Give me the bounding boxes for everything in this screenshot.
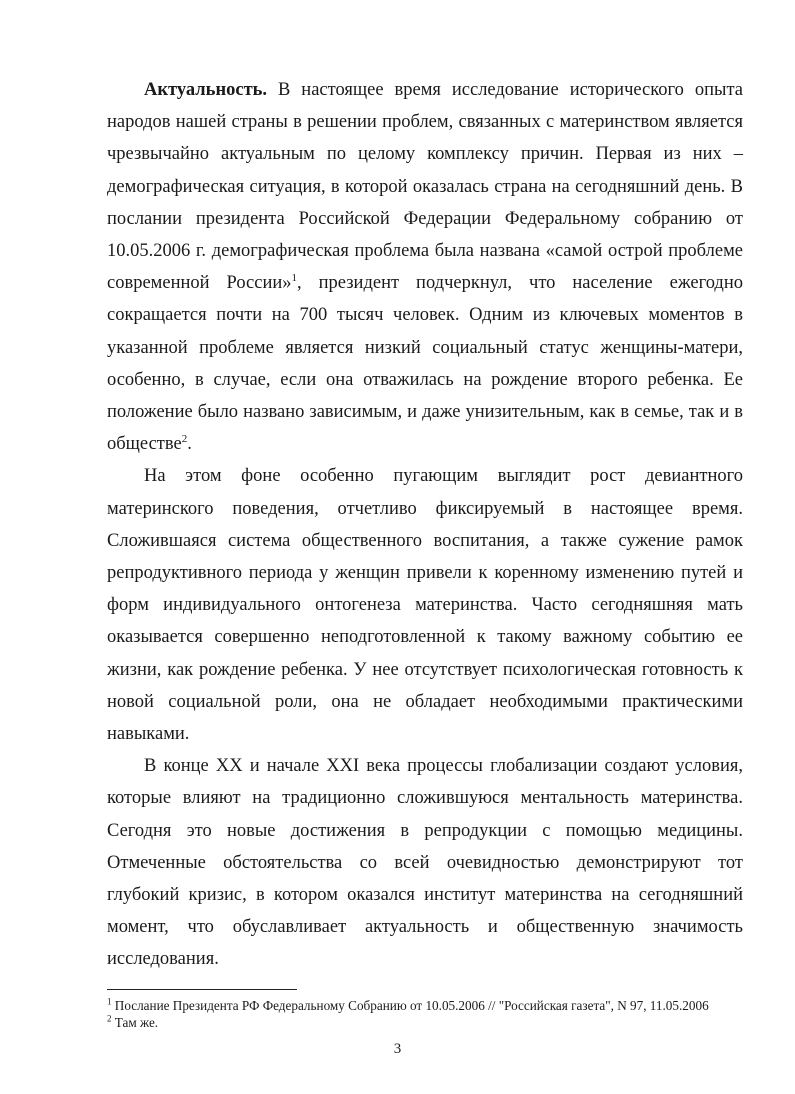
- paragraph-deviant-behavior: На этом фоне особенно пугающим выглядит рост девиантного материнского поведения, отчетливо фиксируемый в настоящее время. Сложившаяся система общественного воспитания, а также сужение рамок репродуктивного периода у женщин привели к коренному изменению путей и форм индивидуального онтогенеза материнства. Часто сегодняшняя мать оказывается совершенно неподготовленной к такому важному событию ее жизни, как рождение ребенка. У нее отсутствует психологическая готовность к новой социальной роли, она не обладает необходимыми практическими навыками.: [107, 466, 743, 745]
- paragraph-globalization: В конце XX и начале XXI века процессы глобализации создают условия, которые влияют на традиционно сложившуюся ментальность материнства. Сегодня это новые достижения в репродукции с помощью медицины. Отмеченные обстоятельства со всей очевидностью демонстрируют тот глубокий кризис, в котором оказался институт материнства на сегодняшний момент, что обуславливает актуальность и общественную значимость исследования.: [107, 756, 743, 970]
- paragraph-text: В настоящее время исследование исторического опыта народов нашей страны в решении проблем, связанных с материнством является чрезвычайно актуальным по целому комплексу причин. Первая из них – демографическая ситуация, в которой оказалась страна на сегодняшний день. В послании президента Российской Федерации Федеральному собранию от 10.05.2006 г. демографическая проблема была названа «самой острой проблеме современной России»: [107, 80, 743, 294]
- footnote-mark: 1: [107, 996, 112, 1007]
- footnote-text: Послание Президента РФ Федеральному Собранию от 10.05.2006 // "Российская газета", N 97, 11.05.2006: [111, 998, 709, 1013]
- body-text: [107, 74, 743, 976]
- footnote-1: [107, 997, 747, 1014]
- footnotes: [107, 997, 747, 1031]
- footnote-ref[interactable]: 1: [291, 272, 298, 285]
- footnote-mark: 2: [107, 1013, 112, 1024]
- paragraph-lead: Актуальность.: [144, 80, 268, 100]
- paragraph-relevance: [107, 74, 743, 460]
- paragraph-text: .: [187, 434, 192, 455]
- footnote-ref[interactable]: 2: [181, 433, 188, 446]
- footnote-text: Там же.: [111, 1015, 159, 1030]
- footnote-separator: [107, 989, 297, 990]
- paragraph-text: , президент подчеркнул, что население ежегодно сокращается почти на 700 тысяч человек. Одним из ключевых моментов в указанной проблеме является низкий социальный статус женщины-матери, особенно, в случае, если она отважилась на рождение второго ребенка. Ее положение было названо зависимым, и даже унизительным, как в семье, так и в обществе: [107, 273, 743, 455]
- page-number: 3: [393, 1041, 402, 1057]
- footnote-2: [107, 1014, 747, 1031]
